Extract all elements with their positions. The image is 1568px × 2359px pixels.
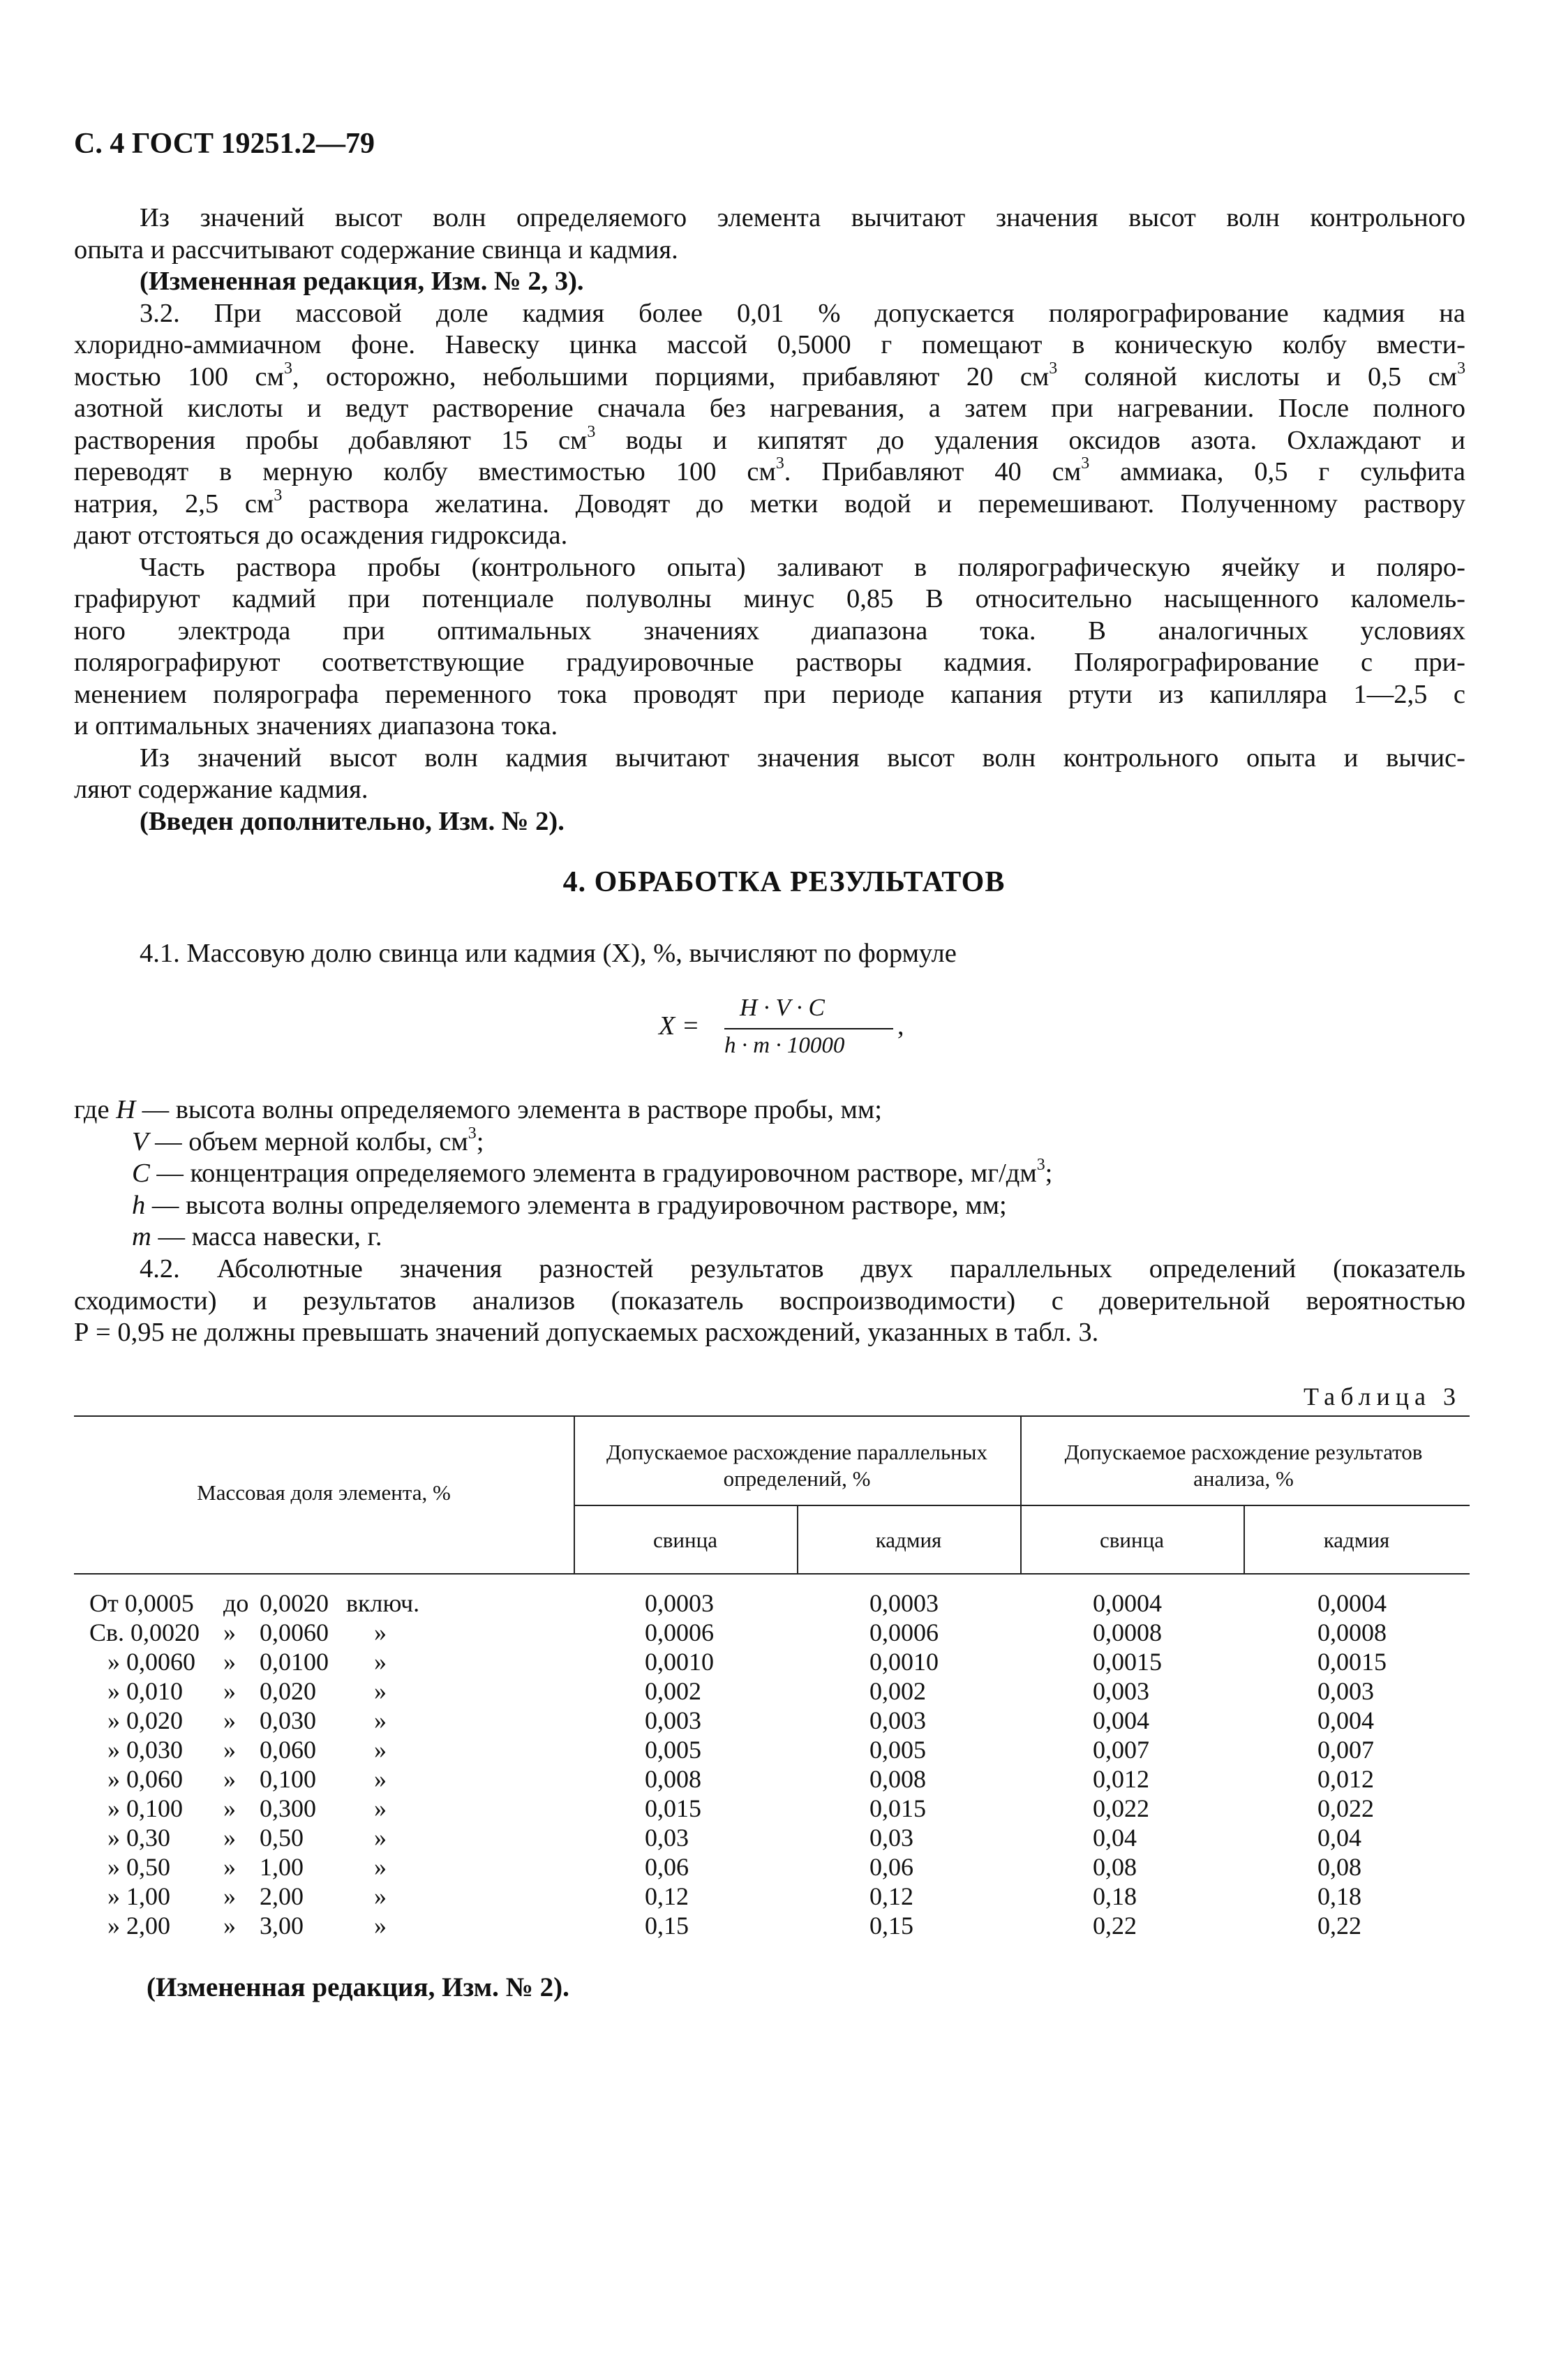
value-cell: 0,04 [1093,1824,1137,1852]
text-line: 3.2. При массовой доле кадмия более 0,01 % допускается полярографирование кадмия на [140,298,1465,328]
text-line: 4.2. Абсолютные значения разностей результатов двух параллельных определений (показатель [140,1254,1465,1283]
value-cell: 0,022 [1317,1794,1374,1822]
group-header-parallel: Допускаемое расхождение параллельных определений, % [606,1440,987,1491]
range-sep: » [223,1677,236,1705]
value-cell: 0,0006 [645,1618,714,1646]
range-sep: » [223,1765,236,1793]
definition-line: C — концентрация определяемого элемента в градуировочном растворе, $мг/дм^3$; [132,1155,1053,1188]
definition-line: V — объем мерной колбы, $см^3$; [132,1124,484,1156]
table-rule [574,1505,1470,1506]
value-cell: 0,007 [1317,1736,1374,1764]
range-sep: до [223,1589,249,1617]
amendment-note: (Измененная редакция, Изм. № 2, 3). [140,267,584,296]
value-cell: 0,005 [869,1736,926,1764]
range-to: 0,100 [260,1765,316,1793]
value-cell: 0,022 [1093,1794,1149,1822]
range-sep: » [223,1706,236,1734]
range-suffix: » [374,1706,387,1734]
range-suffix: » [374,1765,387,1793]
value-cell: 0,015 [869,1794,926,1822]
range-from: » 0,030 [107,1736,183,1764]
range-from: » 0,060 [107,1765,183,1793]
value-cell: 0,004 [1317,1706,1374,1734]
text-line: графируют кадмий при потенциале полуволны минус 0,85 В относительно насыщенного каломель- [74,584,1465,613]
value-cell: 0,08 [1093,1853,1137,1881]
range-from: » 0,020 [107,1706,183,1734]
range-from: » 1,00 [107,1882,170,1910]
range-sep: » [223,1794,236,1822]
value-cell: 0,18 [1093,1882,1137,1910]
range-sep: » [223,1618,236,1646]
value-cell: 0,003 [1317,1677,1374,1705]
value-cell: 0,003 [869,1706,926,1734]
text-line: переводят в мерную колбу вместимостью 100 $см^3$. Прибавляют 40 $см^3$ аммиака, 0,5 г сульфита [74,454,1465,486]
formula-lhs: X = [659,1011,700,1041]
range-to: 0,0100 [260,1648,329,1676]
value-cell: 0,012 [1317,1765,1374,1793]
subheader-lead: свинца [1100,1528,1164,1552]
range-to: 0,50 [260,1824,304,1852]
table-rule [74,1415,1470,1417]
range-sep: » [223,1648,236,1676]
value-cell: 0,003 [645,1706,701,1734]
value-cell: 0,06 [869,1853,913,1881]
value-cell: 0,002 [645,1677,701,1705]
range-suffix: » [374,1794,387,1822]
value-cell: 0,0006 [869,1618,939,1646]
text-line: ного электрода при оптимальных значениях диапазона тока. В аналогичных условиях [74,616,1465,646]
text-line: азотной кислоты и ведут растворение сначала без нагревания, а затем при нагревании. После полного [74,394,1465,423]
value-cell: 0,03 [645,1824,689,1852]
value-cell: 0,03 [869,1824,913,1852]
range-from: » 0,0060 [107,1648,195,1676]
range-to: 0,0060 [260,1618,329,1646]
definition-line: где H — высота волны определяемого элемента в растворе пробы, мм; [74,1095,882,1124]
range-to: 0,300 [260,1794,316,1822]
text-line: ляют содержание кадмия. [74,775,368,804]
range-to: 0,060 [260,1736,316,1764]
range-from: » 0,010 [107,1677,183,1705]
subheader-lead: свинца [653,1528,717,1552]
value-cell: 0,0008 [1317,1618,1387,1646]
range-sep: » [223,1882,236,1910]
text-line: 4.1. Массовую долю свинца или кадмия (X), %, вычисляют по формуле [140,939,957,968]
amendment-note: (Измененная редакция, Изм. № 2). [147,1972,569,2002]
value-cell: 0,04 [1317,1824,1361,1852]
text-line: растворения пробы добавляют 15 $см^3$ воды и кипятят до удаления оксидов азота. Охлаждают и [74,422,1465,455]
range-from: От 0,0005 [89,1589,194,1617]
formula-definitions [74,1094,1052,1253]
range-from: » 2,00 [107,1912,170,1940]
value-cell: 0,0010 [645,1648,714,1676]
text-line: хлоридно-аммиачном фоне. Навеску цинка массой 0,5000 г помещают в коническую колбу вмести- [74,330,1465,359]
value-cell: 0,004 [1093,1706,1149,1734]
value-cell: 0,0015 [1317,1648,1387,1676]
text-line: полярографируют соответствующие градуировочные растворы кадмия. Полярографирование с при- [74,648,1465,677]
text-line: Из значений высот волн кадмия вычитают значения высот волн контрольного опыта и вычис- [140,743,1465,773]
table-caption: Таблица 3 [1304,1383,1461,1411]
value-cell: 0,06 [645,1853,689,1881]
value-cell: 0,0015 [1093,1648,1162,1676]
value-cell: 0,008 [869,1765,926,1793]
value-cell: 0,003 [1093,1677,1149,1705]
text-line: дают отстояться до осаждения гидроксида. [74,521,568,550]
range-suffix: » [374,1648,387,1676]
value-cell: 0,008 [645,1765,701,1793]
range-sep: » [223,1736,236,1764]
value-cell: 0,22 [1317,1912,1361,1940]
text-line: опыта и рассчитывают содержание свинца и кадмия. [74,235,678,265]
tolerance-table [74,1415,1470,2169]
column-header-mass-fraction: Массовая доля элемента, % [197,1480,451,1505]
value-cell: 0,0004 [1317,1589,1387,1617]
value-cell: 0,15 [869,1912,913,1940]
value-cell: 0,002 [869,1677,926,1705]
range-from: » 0,30 [107,1824,170,1852]
formula-numerator: H · V · C [740,994,825,1021]
paragraph-wave-heights [74,202,1465,838]
value-cell: 0,08 [1317,1853,1361,1881]
range-sep: » [223,1912,236,1940]
section-title: 4. ОБРАБОТКА РЕЗУЛЬТАТОВ [562,866,1006,898]
value-cell: 0,0010 [869,1648,939,1676]
range-suffix: » [374,1912,387,1940]
range-to: 0,030 [260,1706,316,1734]
formula-denominator: h · m · 10000 [724,1033,845,1058]
range-suffix: включ. [346,1589,420,1617]
range-suffix: » [374,1677,387,1705]
text-line: натрия, 2,5 $см^3$ раствора желатина. Доводят до метки водой и перемешивают. Полученному раствору [74,486,1465,519]
text-line: Из значений высот волн определяемого элемента вычитают значения высот волн контрольного [140,203,1465,232]
page-header: С. 4 ГОСТ 19251.2—79 [74,128,375,160]
range-to: 0,020 [260,1677,316,1705]
range-sep: » [223,1824,236,1852]
definition-line: m — масса навески, г. [132,1222,382,1251]
text-line: Часть раствора пробы (контрольного опыта) заливают в полярографическую ячейку и поляро- [140,552,1465,582]
range-suffix: » [374,1853,387,1881]
range-from: Св. 0,0020 [89,1618,200,1646]
value-cell: 0,0008 [1093,1618,1162,1646]
subheader-cadmium: кадмия [875,1528,942,1552]
text-line: Р = 0,95 не должны превышать значений допускаемых расхождений, указанных в табл. 3. [74,1318,1099,1347]
table-rule [74,1573,1470,1575]
definition-line: h — высота волны определяемого элемента в градуировочном растворе, мм; [132,1190,1007,1220]
paragraph-4-1 [74,938,1465,970]
value-cell: 0,015 [645,1794,701,1822]
range-suffix: » [374,1618,387,1646]
group-header-results: Допускаемое расхождение результатов анализа, % [1064,1440,1423,1491]
range-from: » 0,100 [107,1794,183,1822]
value-cell: 0,12 [869,1882,913,1910]
fraction-bar [724,1028,893,1029]
value-cell: 0,0004 [1093,1589,1162,1617]
value-cell: 0,12 [645,1882,689,1910]
value-cell: 0,005 [645,1736,701,1764]
value-cell: 0,0003 [645,1589,714,1617]
value-cell: 0,18 [1317,1882,1361,1910]
range-from: » 0,50 [107,1853,170,1881]
range-suffix: » [374,1882,387,1910]
value-cell: 0,15 [645,1912,689,1940]
range-sep: » [223,1853,236,1881]
range-suffix: » [374,1736,387,1764]
range-to: 3,00 [260,1912,304,1940]
range-to: 0,0020 [260,1589,329,1617]
value-cell: 0,012 [1093,1765,1149,1793]
value-cell: 0,0003 [869,1589,939,1617]
range-to: 1,00 [260,1853,304,1881]
value-cell: 0,22 [1093,1912,1137,1940]
formula-comma: , [897,1011,904,1041]
text-line: и оптимальных значениях диапазона тока. [74,711,558,741]
text-line: менением полярографа переменного тока проводят при периоде капания ртути из капилляра 1—2,5 с [74,679,1465,709]
text-line: сходимости) и результатов анализов (показатель воспроизводимости) с доверительной вероятностью [74,1286,1465,1316]
range-suffix: » [374,1824,387,1852]
amendment-note: (Введен дополнительно, Изм. № 2). [140,806,565,836]
text-line: мостью 100 $см^3$, осторожно, небольшими порциями, прибавляют 20 $см^3$ соляной кислоты и 0,5 $см^3$ [74,359,1465,392]
subheader-cadmium: кадмия [1323,1528,1390,1552]
range-to: 2,00 [260,1882,304,1910]
paragraph-4-2 [74,1253,1465,1349]
value-cell: 0,007 [1093,1736,1149,1764]
